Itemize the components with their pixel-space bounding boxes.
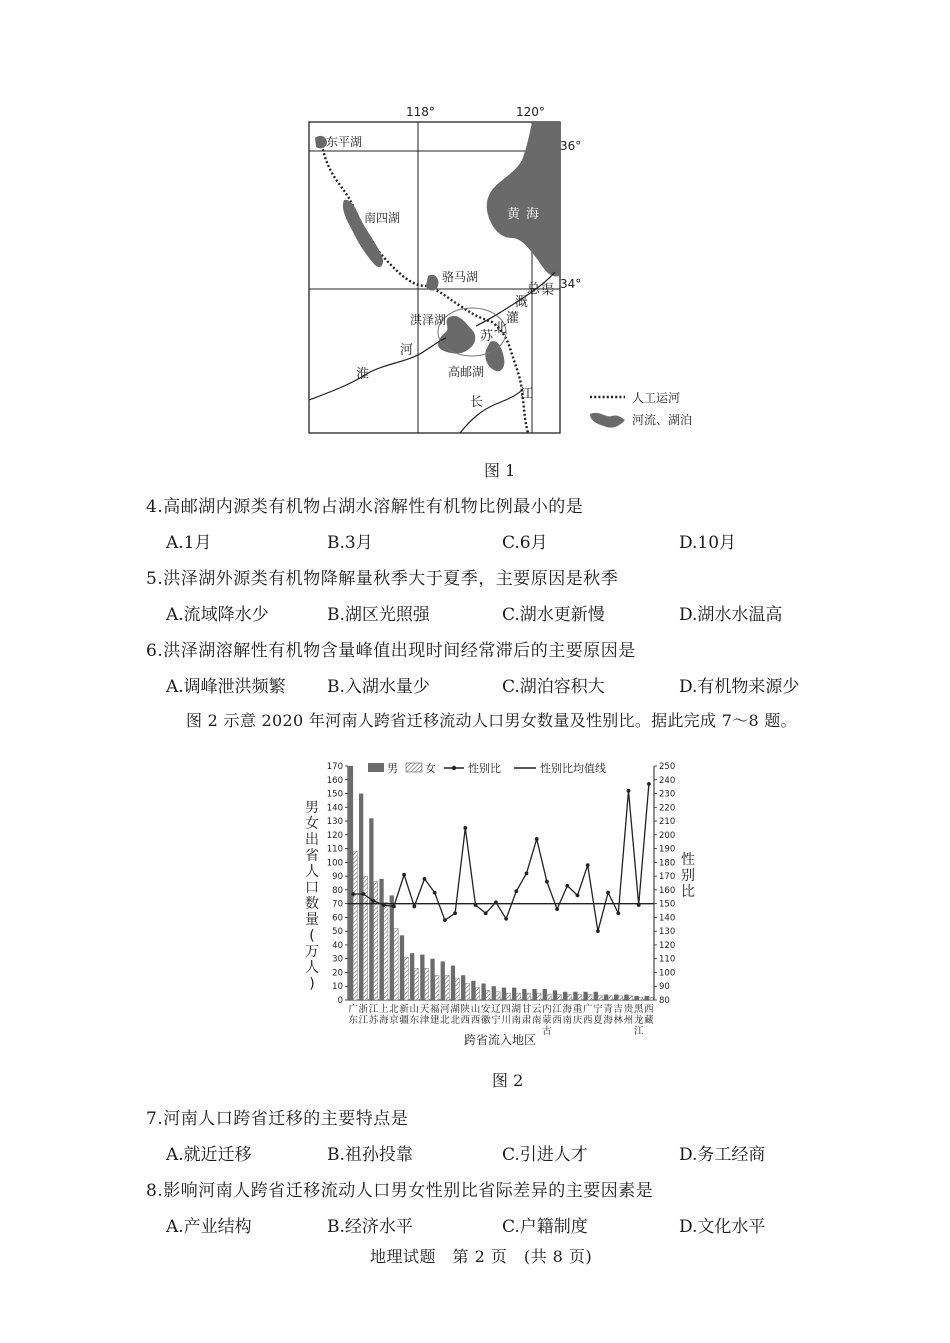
ratio-point [647,782,651,786]
category-label: 内 [542,1004,552,1015]
chart-ylabel-right [680,852,696,900]
y-right-tick-label: 170 [659,872,676,883]
bar-female [476,988,480,1000]
chart-category-labels [348,1003,654,1037]
map-label-chang: 长 [470,395,484,410]
ratio-point [637,903,641,907]
category-label: 吉 [613,1004,624,1015]
y-left-tick-label: 50 [332,927,343,938]
bar-female [465,983,469,1000]
ratio-series-line [353,784,649,931]
category-label: 夏 [593,1015,603,1026]
category-label: 庆 [572,1015,583,1026]
ratio-point [565,884,569,888]
axis-title-char: 数 [305,896,319,912]
ratio-point [576,893,580,897]
ratio-point [463,826,467,830]
y-left-tick-label: 150 [326,789,343,800]
lake-gaoyou [485,341,504,371]
bar-female [496,992,500,1000]
category-label: 疆 [399,1015,409,1026]
bar-female [527,993,531,1000]
bar-female [567,994,571,1000]
category-label: 福 [429,1004,440,1015]
category-label: 甘 [521,1004,532,1015]
map-label-zong: 总 [527,282,541,297]
ratio-point [514,889,518,893]
bar-female [598,996,602,1000]
y-right-tick-label: 230 [659,789,676,800]
map-label-luoma: 骆马湖 [442,270,479,284]
category-label: 龙 [633,1015,644,1026]
axis-title-char: 比 [681,884,695,900]
y-right-tick-label: 220 [659,803,676,814]
bar-female [618,996,622,1000]
map-label-guan2: 溉 [515,295,529,310]
category-label: 藏 [644,1015,654,1026]
question-4-option-d: D.10月 [679,533,737,553]
legend-river-label: 河流、湖泊 [632,413,693,427]
bar-female [353,851,357,1000]
bar-male [624,994,628,1000]
axis-title-char: 人 [305,960,319,976]
bar-male [471,981,475,1000]
category-label: 京 [389,1015,399,1026]
question-7-stem: 7.河南人口跨省迁移的主要特点是 [146,1109,409,1129]
legend-river-swatch [590,413,625,428]
y-right-tick-label: 90 [659,982,670,993]
category-label: 建 [429,1015,440,1026]
category-label: 新 [399,1004,409,1015]
category-label: 山 [470,1004,481,1015]
category-label: 宁 [491,1015,501,1026]
bar-female [455,978,459,1000]
ratio-point [402,873,406,877]
category-label: 西 [552,1015,562,1026]
map-label-huai: 淮 [356,367,370,382]
category-label: 南 [531,1015,542,1026]
category-label: 天 [419,1004,430,1015]
map-label-qu: 渠 [541,283,555,298]
legend-canal-label: 人工运河 [632,391,681,405]
category-label: 贵 [623,1004,634,1015]
question-7-option-d: D.务工经商 [679,1145,766,1165]
question-8-option-c: C.户籍制度 [502,1217,588,1237]
category-label: 宁 [593,1004,603,1015]
question-5-option-b: B.湖区光照强 [327,605,430,625]
bar-female [639,997,643,1000]
page-footer: 地理试题 第 2 页 (共 8 页) [370,1247,593,1266]
axis-title-char: 性 [681,852,695,868]
bar-female [547,994,551,1000]
bar-male [583,992,587,1000]
ratio-point [627,789,631,793]
category-label: 州 [623,1015,634,1026]
category-label: 云 [531,1004,542,1015]
question-6-stem: 6.洪泽湖溶解性有机物含量峰值出现时间经常滞后的主要原因是 [146,641,636,661]
category-label: 四 [501,1004,511,1015]
category-label: 湖 [511,1004,522,1015]
ratio-point [616,911,620,915]
category-label: 南 [511,1015,522,1026]
y-right-tick-label: 150 [659,899,676,910]
question-6-option-d: D.有机物来源少 [679,677,800,697]
question-6-option-c: C.湖泊容积大 [502,677,605,697]
bar-female [486,990,490,1000]
chart-ylabel-left [304,800,320,992]
y-left-tick-label: 90 [332,872,343,883]
bar-male [379,879,383,1000]
y-left-tick-label: 40 [332,940,343,951]
category-label: 古 [542,1026,552,1037]
ratio-point [351,892,355,896]
map-label-nansi: 南四湖 [364,211,401,225]
bar-male [441,961,445,1000]
category-label: 广 [348,1004,358,1015]
ratio-point [443,918,447,922]
question-4-stem: 4.高邮湖内源类有机物占湖水溶解性有机物比例最小的是 [146,497,584,517]
y-right-tick-label: 80 [659,996,670,1006]
ratio-point [484,911,488,915]
axis-title-char: 万 [305,944,319,960]
y-right-tick-label: 210 [659,817,676,828]
category-label: 青 [603,1004,613,1015]
bar-male [563,992,567,1000]
category-label: 重 [572,1004,583,1015]
category-label: 山 [409,1004,420,1015]
bar-male [451,966,455,1000]
y-left-tick-label: 100 [326,858,343,869]
bar-male [349,766,353,1000]
lat-label-36: 36° [560,139,582,153]
y-right-tick-label: 250 [659,762,676,772]
y-right-tick-label: 190 [659,844,676,855]
bar-female [394,928,398,1000]
y-left-tick-label: 30 [332,954,343,965]
question-4-option-c: C.6月 [502,533,548,553]
question-7-option-a: A.就近迁移 [166,1145,252,1165]
category-label: 江 [368,1004,379,1015]
y-left-tick-label: 0 [337,996,343,1006]
y-right-tick-label: 200 [659,830,676,841]
bar-male [359,794,363,1000]
bar-female [588,994,592,1000]
ratio-point [361,892,365,896]
category-label: 东 [348,1015,358,1026]
bar-male [543,989,547,1000]
bar-male [430,959,434,1000]
category-label: 海 [378,1015,389,1026]
bar-female [425,968,429,1000]
y-left-tick-label: 70 [332,899,343,910]
bar-male [400,935,404,1000]
axis-title-char: 人 [305,864,319,880]
bar-female [578,994,582,1000]
axis-title-char: 女 [305,816,319,832]
category-label: 南 [562,1015,573,1026]
legend-female-swatch [406,763,422,772]
figure2-intro: 图 2 示意 2020 年河南人跨省迁移流动人口男女数量及性别比。据此完成 7～8 题。 [186,711,797,730]
bar-male [532,989,536,1000]
bar-female [445,975,449,1000]
bar-male [492,986,496,1000]
bar-female [384,902,388,1000]
bar-female [537,993,541,1000]
legend-male-swatch [368,763,384,772]
bar-male [502,988,506,1000]
ratio-point [586,863,590,867]
category-label: 陕 [460,1004,471,1015]
category-label: 河 [440,1004,450,1015]
question-6-option-a: A.调峰泄洪频繁 [166,677,286,697]
category-label: 安 [480,1004,491,1015]
question-7-option-c: C.引进人才 [502,1145,588,1165]
y-right-tick-label: 180 [659,858,676,869]
ratio-point [525,871,529,875]
ratio-point [372,899,376,903]
bar-male [461,975,465,1000]
bar-female [516,993,520,1000]
axis-title-char: 省 [305,848,319,864]
ratio-point [504,917,508,921]
question-4-option-a: A.1月 [166,533,212,553]
bar-female [649,997,653,1000]
river-huai [309,338,446,400]
lake-luoma [426,275,438,291]
bar-male [604,994,608,1000]
chart-axes [327,762,675,1006]
bar-male [410,953,414,1000]
category-label: 津 [419,1015,430,1026]
bar-female [608,996,612,1000]
category-label: 苏 [368,1015,379,1026]
ratio-point [535,837,539,841]
bar-male [481,983,485,1000]
category-label: 肃 [521,1015,532,1026]
question-5-option-c: C.湖水更新慢 [502,605,605,625]
y-right-tick-label: 140 [659,913,676,924]
category-label: 海 [562,1004,573,1015]
bar-male [573,992,577,1000]
y-left-tick-label: 160 [326,775,343,786]
category-label: 湖 [450,1004,460,1015]
category-label: 北 [389,1004,399,1015]
ratio-point [412,905,416,909]
bar-male [512,988,516,1000]
ratio-point [494,900,498,904]
yellow-sea [487,122,560,276]
y-left-tick-label: 120 [326,830,343,841]
lake-nansi [343,200,383,267]
bar-male [390,895,394,1000]
legend-ratio-marker [452,766,456,770]
y-left-tick-label: 140 [326,803,343,814]
category-label: 西 [470,1015,481,1026]
y-right-tick-label: 120 [659,940,676,951]
ratio-point [545,880,549,884]
legend-male-label: 男 [387,762,398,775]
bar-female [414,968,418,1000]
bar-male [645,996,649,1000]
y-right-tick-label: 160 [659,885,676,896]
legend-female-label: 女 [425,762,436,775]
legend-ratio-label: 性别比 [468,762,501,775]
axis-title-char: 男 [305,800,319,816]
y-right-tick-label: 110 [659,954,676,965]
ratio-point [433,891,437,895]
y-left-tick-label: 130 [326,817,343,828]
map-label-hongze: 洪泽湖 [410,313,447,327]
category-label: 海 [603,1015,613,1026]
ratio-point [474,903,478,907]
ratio-point [423,877,427,881]
ratio-point [555,907,559,911]
category-label: 江 [358,1015,369,1026]
legend-mean-label: 性别比均值线 [540,762,606,775]
question-5-option-a: A.流域降水少 [166,605,269,625]
axis-title-char: 出 [305,832,319,848]
category-label: 蒙 [542,1015,552,1026]
question-5-option-d: D.湖水水温高 [679,605,783,625]
chart-bars [349,766,653,1000]
figure2-chart [296,742,696,1054]
bar-female [557,994,561,1000]
lon-label-118: 118° [406,105,435,119]
ratio-point [606,891,610,895]
question-8-option-b: B.经济水平 [327,1217,413,1237]
axis-title-char: 别 [681,868,695,884]
question-4-option-b: B.3月 [327,533,373,553]
map-label-jiang: 江 [520,387,534,402]
map-label-dongping: 东平湖 [326,135,363,149]
question-5-stem: 5.洪泽湖外源类有机物降解量秋季大于夏季，主要原因是秋季 [146,569,619,589]
bar-male [553,990,557,1000]
bar-male [634,996,638,1000]
category-label: 川 [501,1015,511,1026]
lon-label-120: 120° [516,105,545,119]
category-label: 西 [582,1015,593,1026]
category-label: 上 [378,1004,389,1015]
category-label: 西 [644,1004,654,1015]
category-label: 东 [409,1015,420,1026]
axis-title-char: 口 [305,880,319,896]
question-8-option-a: A.产业结构 [166,1217,252,1237]
category-label: 江 [552,1004,562,1015]
category-label: 北 [440,1015,450,1026]
question-6-option-b: B.入湖水量少 [327,677,430,697]
category-label: 江 [633,1026,644,1037]
y-left-tick-label: 80 [332,885,343,896]
ratio-point [382,903,386,907]
axis-title-char: ) [309,976,315,992]
bar-male [420,955,424,1000]
figure2-caption: 图 2 [492,1071,524,1090]
ratio-point [392,905,396,909]
y-left-tick-label: 20 [332,968,343,979]
bar-male [614,994,618,1000]
category-label: 浙 [358,1004,369,1015]
bar-female [435,975,439,1000]
bar-female [404,957,408,1000]
y-left-tick-label: 10 [332,982,343,993]
bar-female [506,993,510,1000]
ratio-point [453,911,457,915]
question-8-stem: 8.影响河南人跨省迁移流动人口男女性别比省际差异的主要因素是 [146,1181,654,1201]
figure1-caption: 图 1 [484,461,516,480]
category-label: 北 [450,1015,460,1026]
category-label: 辽 [491,1004,501,1015]
y-left-tick-label: 110 [326,844,343,855]
category-label: 黑 [633,1004,644,1015]
map-label-yellow-sea: 黄海 [507,207,546,222]
y-right-tick-label: 240 [659,775,676,786]
lat-label-34: 34° [560,277,582,291]
figure1-map [300,100,720,445]
map-label-gaoyou: 高邮湖 [448,365,485,379]
map-label-he: 河 [400,343,414,358]
bar-male [369,818,373,1000]
axis-title-char: 量 [305,912,319,928]
category-label: 林 [613,1015,624,1026]
chart-xlabel: 跨省流入地区 [463,1033,537,1047]
category-label: 西 [460,1015,471,1026]
ratio-point [596,929,600,933]
y-left-tick-label: 60 [332,913,343,924]
question-7-option-b: B.祖孙投靠 [327,1145,413,1165]
map-label-guan1: 灌 [506,311,520,326]
bar-male [594,992,598,1000]
map-label-bei: 北 [494,321,508,336]
bar-male [522,989,526,1000]
bar-female [629,996,633,1000]
category-label: 广 [582,1004,593,1015]
axis-title-char: ( [309,928,315,944]
category-label: 徽 [480,1015,491,1026]
map-label-su: 苏 [480,329,494,344]
y-right-tick-label: 100 [659,968,676,979]
y-right-tick-label: 130 [659,927,676,938]
y-left-tick-label: 170 [326,762,343,772]
question-8-option-d: D.文化水平 [679,1217,766,1237]
